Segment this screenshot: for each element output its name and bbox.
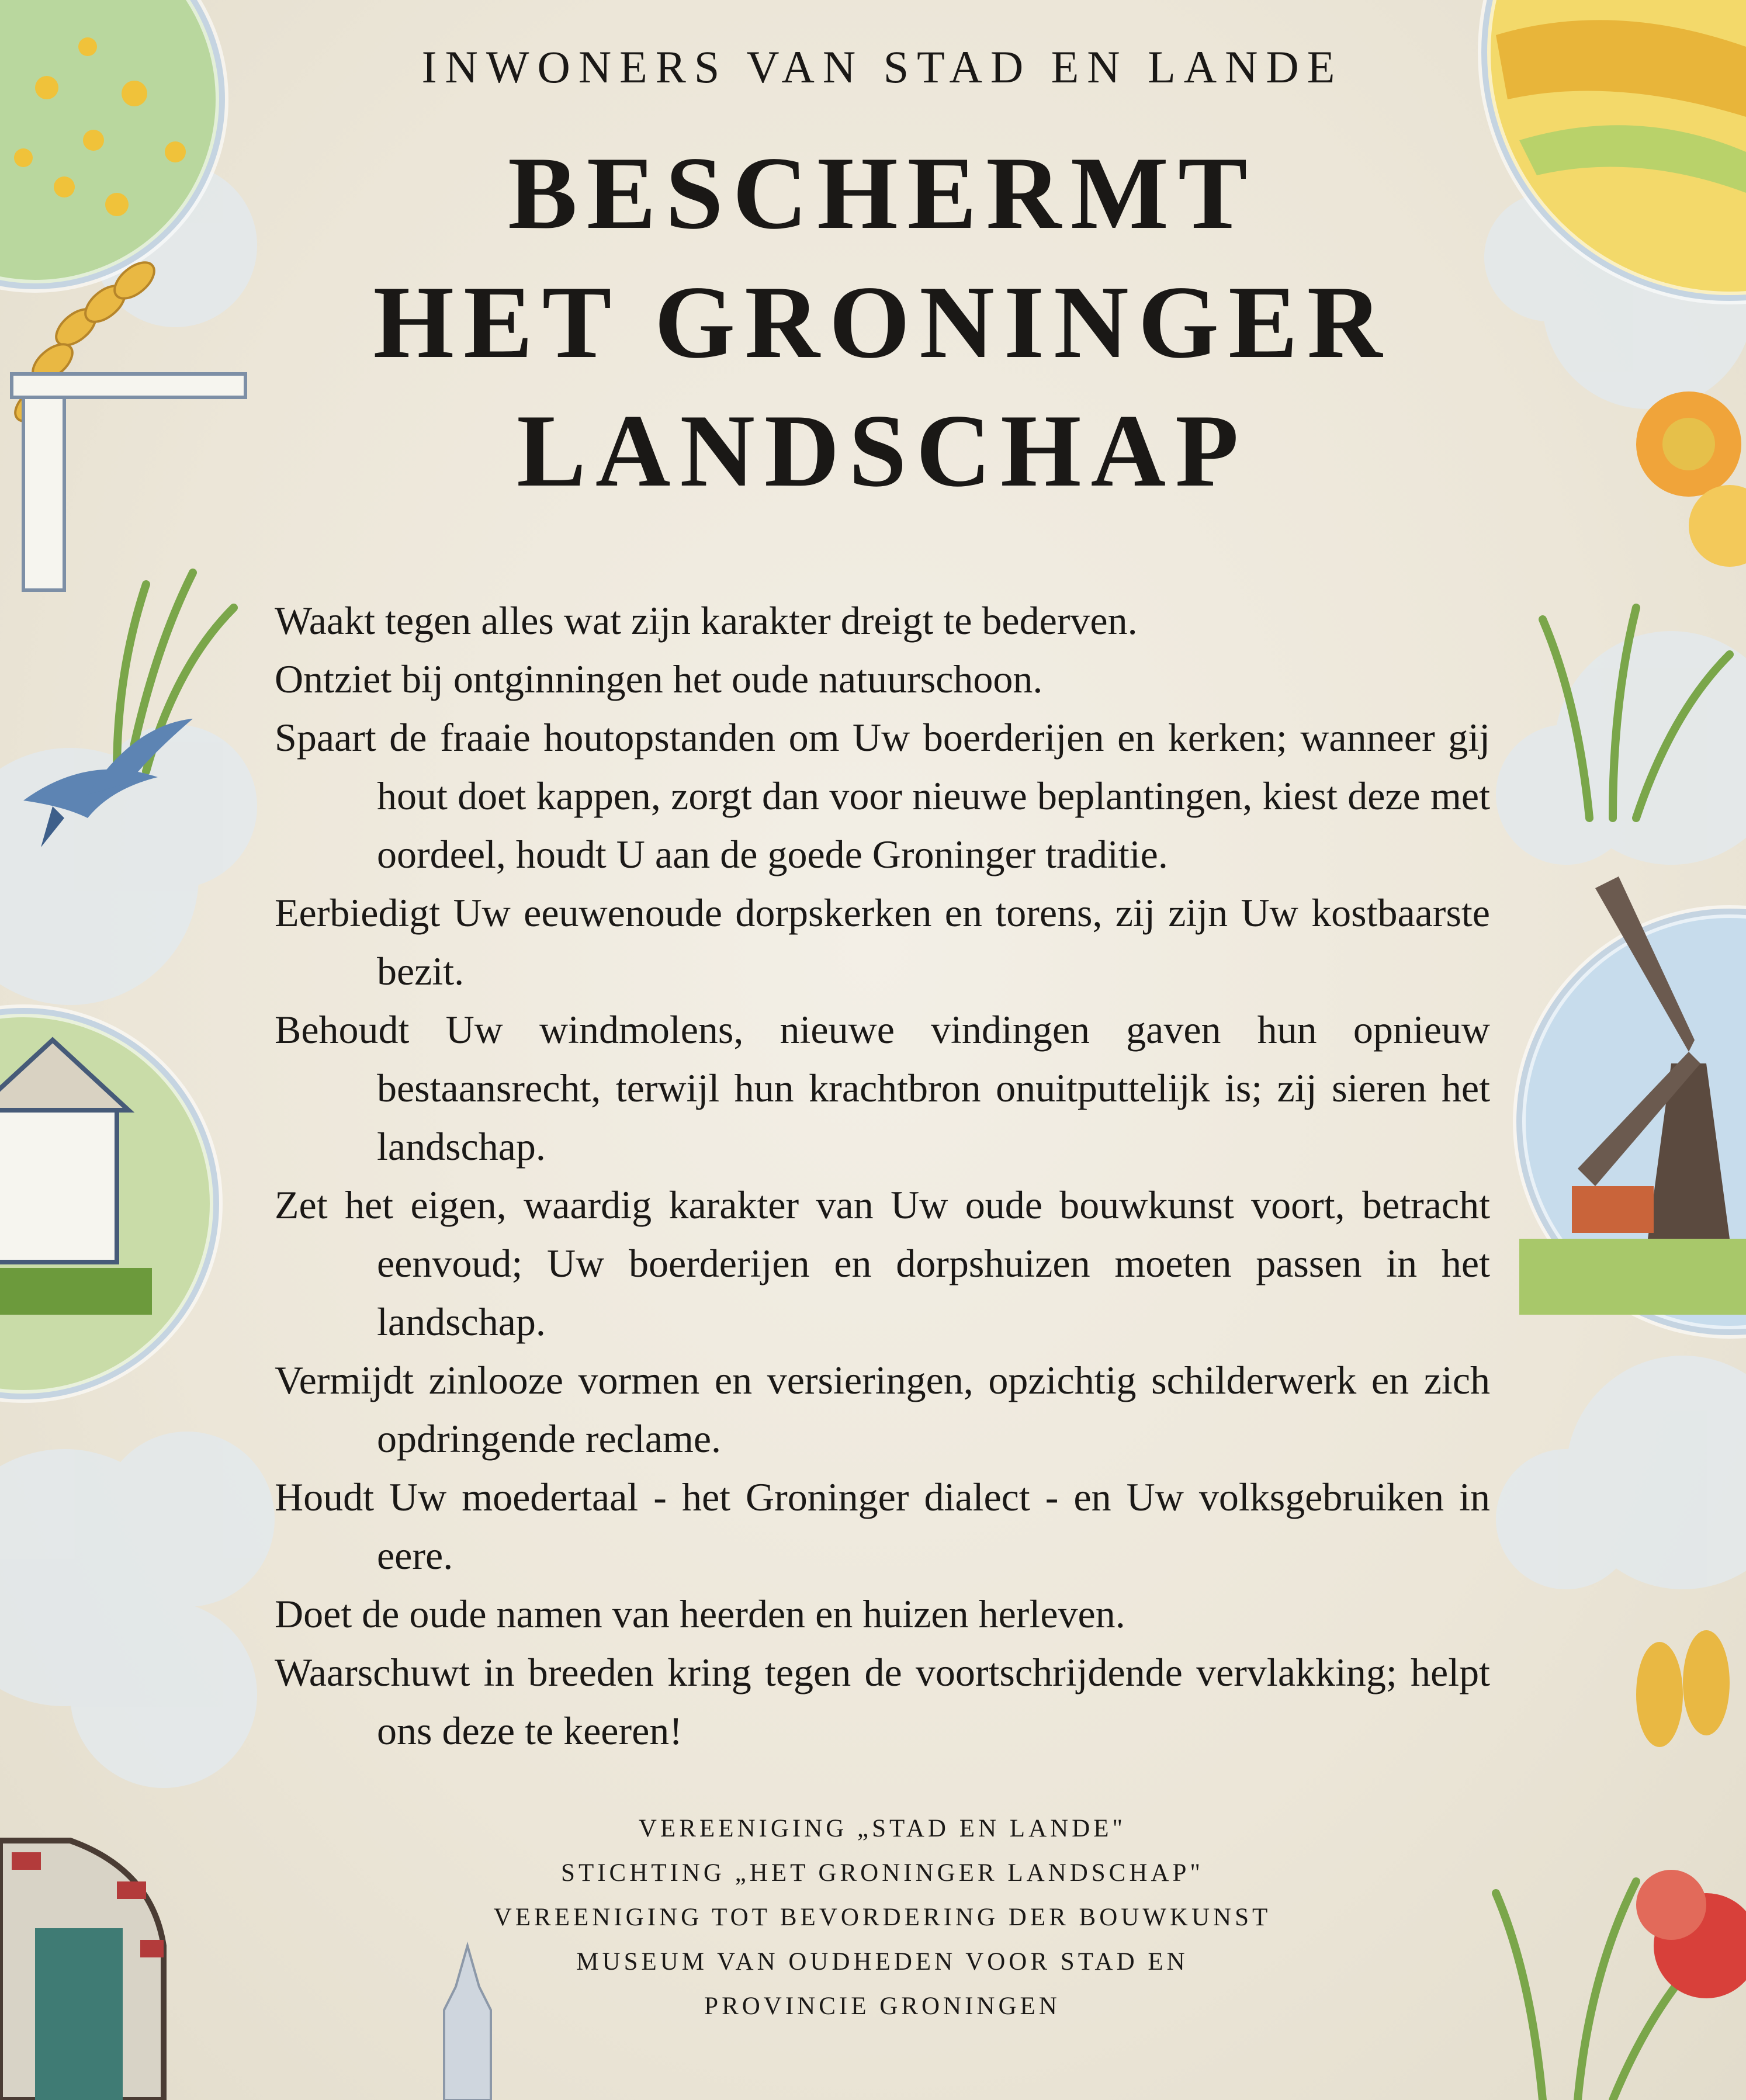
rule-item: Doet de oude namen van heerden en huizen herleven. (275, 1592, 1125, 1637)
footer-line: STICHTING „HET GRONINGER LANDSCHAP" (561, 1859, 1204, 1887)
footer-line: VEREENIGING TOT BEVORDERING DER BOUWKUNST (493, 1904, 1272, 1932)
flower-bouquet-icon (1636, 391, 1746, 567)
rule-item: Eerbiedigt Uw eeuwenoude dorpskerken en torens, zij zijn Uw kostbaarste bezit. (275, 890, 1490, 994)
rule-item: Houdt Uw moedertaal - het Groninger dialect - en Uw volksgebruiken in eere. (275, 1475, 1490, 1578)
rule-item: Waarschuwt in breeden kring tegen de voortschrijdende vervlakking; helpt ons deze te keeren! (275, 1650, 1490, 1754)
poster-title (275, 129, 1490, 515)
farmhouse-icon (0, 1011, 216, 1396)
rule-item: Spaart de fraaie houtopstanden om Uw boerderijen en kerken; wanneer gij hout doet kappen, zorgt dan voor nieuwe beplantingen, kiest deze met oordeel, houdt U aan de goede Groninger traditie. (275, 715, 1490, 877)
poster-subtitle: INWONERS VAN STAD EN LANDE (421, 41, 1343, 92)
title-line: BESCHERMT (508, 135, 1257, 251)
rule-item: Ontziet bij ontginningen het oude natuurschoon. (275, 657, 1043, 702)
church-tower-icon (0, 1841, 164, 2100)
footer-line: PROVINCIE GRONINGEN (704, 1992, 1061, 2021)
title-line: HET GRONINGER (373, 264, 1392, 380)
poster-content (275, 41, 1490, 2029)
title-line: LANDSCHAP (517, 393, 1248, 509)
footer-line: VEREENIGING „STAD EN LANDE" (638, 1815, 1127, 1843)
flower-bouquet-icon (1636, 1630, 1746, 1998)
rule-item: Behoudt Uw windmolens, nieuwe vindingen gaven hun opnieuw bestaansrecht, terwijl hun krachtbron onuitputtelijk is; zij sieren het landschap. (275, 1007, 1490, 1169)
windmill-icon (1519, 876, 1746, 1332)
rule-item: Zet het eigen, waardig karakter van Uw oude bouwkunst voort, betracht eenvoud; Uw boerderijen en dorpshuizen moeten passen in het landschap. (275, 1183, 1490, 1344)
rules-list (275, 591, 1490, 1760)
footer-line: MUSEUM VAN OUDHEDEN VOOR STAD EN (576, 1948, 1189, 1976)
rule-item: Waakt tegen alles wat zijn karakter dreigt te bederven. (275, 598, 1138, 643)
organizations-footer (275, 1807, 1490, 2029)
rule-item: Vermijdt zinlooze vormen en versieringen, opzichtig schilderwerk en zich opdringende reclame. (275, 1358, 1490, 1461)
